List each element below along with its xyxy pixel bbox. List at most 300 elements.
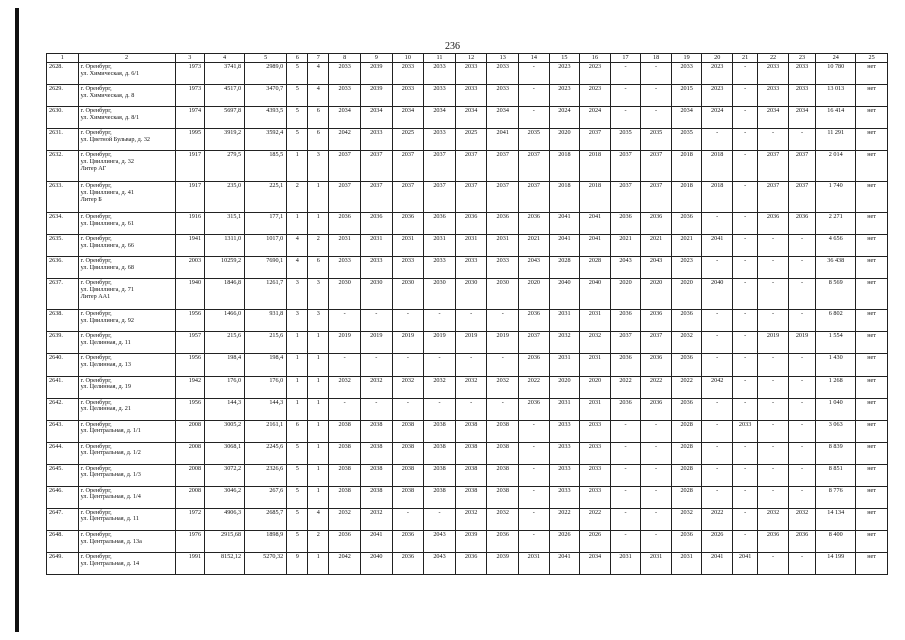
address-cell: г. Оренбург, ул. Цвиллинга, д. 66 xyxy=(78,235,175,257)
value-cell: 2019 xyxy=(392,332,424,354)
value-cell: 2032 xyxy=(671,332,702,354)
value-cell: 215,6 xyxy=(245,332,287,354)
value-cell: 1917 xyxy=(175,182,205,213)
value-cell: 1976 xyxy=(175,530,205,552)
column-number: 22 xyxy=(758,54,789,63)
value-cell: 2036 xyxy=(392,552,424,574)
value-cell: 2039 xyxy=(360,85,392,107)
value-cell: 2019 xyxy=(487,332,519,354)
value-cell: 2 014 xyxy=(816,151,856,182)
value-cell: нет xyxy=(856,107,888,129)
value-cell: 2037 xyxy=(519,182,550,213)
value-cell: 1 xyxy=(308,182,329,213)
table-row xyxy=(47,552,888,574)
value-cell: 2033 xyxy=(392,85,424,107)
value-cell: 2245,6 xyxy=(245,442,287,464)
value-cell: - xyxy=(610,530,641,552)
table-row xyxy=(47,442,888,464)
value-cell: 2037 xyxy=(360,182,392,213)
value-cell: 1 268 xyxy=(816,376,856,398)
address-cell: г. Оренбург, ул. Центральная, д. 1/4 xyxy=(78,486,175,508)
table-row xyxy=(47,151,888,182)
value-cell: 2042 xyxy=(329,129,361,151)
value-cell: 1974 xyxy=(175,107,205,129)
value-cell: 2038 xyxy=(360,464,392,486)
table-row xyxy=(47,464,888,486)
value-cell: 2030 xyxy=(455,279,487,310)
value-cell: нет xyxy=(856,420,888,442)
value-cell: - xyxy=(424,508,456,530)
value-cell: 2019 xyxy=(758,332,789,354)
table-row xyxy=(47,508,888,530)
value-cell: - xyxy=(758,486,789,508)
value-cell: 2037 xyxy=(580,129,611,151)
value-cell: 2036 xyxy=(519,398,550,420)
value-cell: 2033 xyxy=(549,442,580,464)
value-cell: 2041 xyxy=(702,235,733,257)
value-cell: 2032 xyxy=(487,508,519,530)
value-cell: 2023 xyxy=(702,85,733,107)
value-cell: 2030 xyxy=(360,279,392,310)
value-cell: 2033 xyxy=(580,486,611,508)
value-cell: 2033 xyxy=(455,85,487,107)
value-cell: 13 013 xyxy=(816,85,856,107)
column-number: 23 xyxy=(788,54,815,63)
row-number: 2647. xyxy=(47,508,79,530)
column-number: 4 xyxy=(205,54,245,63)
value-cell: 1 xyxy=(308,354,329,376)
value-cell: - xyxy=(732,442,757,464)
value-cell: - xyxy=(360,398,392,420)
value-cell: 2031 xyxy=(360,235,392,257)
value-cell: 2042 xyxy=(329,552,361,574)
value-cell: - xyxy=(519,107,550,129)
value-cell: 2028 xyxy=(671,486,702,508)
value-cell: 267,6 xyxy=(245,486,287,508)
value-cell: - xyxy=(788,354,815,376)
value-cell: 5 xyxy=(287,107,308,129)
value-cell: 1 xyxy=(287,376,308,398)
value-cell: - xyxy=(788,235,815,257)
value-cell: 6 xyxy=(308,257,329,279)
value-cell: 2041 xyxy=(549,235,580,257)
table-row xyxy=(47,398,888,420)
value-cell: 2036 xyxy=(788,213,815,235)
value-cell: - xyxy=(788,310,815,332)
value-cell: 2021 xyxy=(641,235,672,257)
value-cell: 14 134 xyxy=(816,508,856,530)
value-cell: 2023 xyxy=(702,63,733,85)
value-cell: 7690,1 xyxy=(245,257,287,279)
value-cell: 1 040 xyxy=(816,398,856,420)
row-number: 2642. xyxy=(47,398,79,420)
value-cell: 2039 xyxy=(360,63,392,85)
value-cell: 2028 xyxy=(671,464,702,486)
value-cell: 2036 xyxy=(519,213,550,235)
value-cell: 2036 xyxy=(610,398,641,420)
row-number: 2648. xyxy=(47,530,79,552)
value-cell: 8 569 xyxy=(816,279,856,310)
value-cell: 3 xyxy=(308,151,329,182)
row-number: 2645. xyxy=(47,464,79,486)
table-row xyxy=(47,213,888,235)
value-cell: 931,8 xyxy=(245,310,287,332)
value-cell: - xyxy=(788,420,815,442)
value-cell: 2018 xyxy=(702,182,733,213)
value-cell: 3068,1 xyxy=(205,442,245,464)
value-cell: 2034 xyxy=(455,107,487,129)
value-cell: 2043 xyxy=(424,552,456,574)
value-cell: 2 xyxy=(308,530,329,552)
value-cell: - xyxy=(519,442,550,464)
value-cell: 2038 xyxy=(392,486,424,508)
value-cell: 2024 xyxy=(702,107,733,129)
value-cell: - xyxy=(392,354,424,376)
value-cell: - xyxy=(732,129,757,151)
value-cell: 2020 xyxy=(671,279,702,310)
value-cell: 2034 xyxy=(580,552,611,574)
value-cell: 2034 xyxy=(329,107,361,129)
register-table xyxy=(46,53,888,575)
row-number: 2637. xyxy=(47,279,79,310)
value-cell: 1 xyxy=(287,398,308,420)
value-cell: - xyxy=(424,398,456,420)
value-cell: 2036 xyxy=(610,310,641,332)
value-cell: - xyxy=(455,354,487,376)
row-number: 2649. xyxy=(47,552,79,574)
value-cell: 5 xyxy=(287,129,308,151)
value-cell: 2036 xyxy=(455,552,487,574)
value-cell: - xyxy=(732,235,757,257)
row-number: 2638. xyxy=(47,310,79,332)
value-cell: 5 xyxy=(287,85,308,107)
value-cell: 2038 xyxy=(455,464,487,486)
value-cell: 2032 xyxy=(392,376,424,398)
value-cell: 2031 xyxy=(671,552,702,574)
value-cell: - xyxy=(788,129,815,151)
value-cell: 2022 xyxy=(671,376,702,398)
value-cell: 2018 xyxy=(549,182,580,213)
value-cell: 2031 xyxy=(392,235,424,257)
value-cell: 2018 xyxy=(671,182,702,213)
binding-edge xyxy=(15,8,19,632)
value-cell: 5 xyxy=(287,486,308,508)
address-cell: г. Оренбург, ул. Центральная, д. 14 xyxy=(78,552,175,574)
value-cell: 2038 xyxy=(455,442,487,464)
value-cell: 2037 xyxy=(424,182,456,213)
value-cell: - xyxy=(702,486,733,508)
value-cell: 2031 xyxy=(329,235,361,257)
value-cell: - xyxy=(732,85,757,107)
row-number: 2640. xyxy=(47,354,79,376)
value-cell: 2038 xyxy=(360,442,392,464)
value-cell: - xyxy=(455,398,487,420)
value-cell: 8152,12 xyxy=(205,552,245,574)
value-cell: 2032 xyxy=(487,376,519,398)
value-cell: 8 851 xyxy=(816,464,856,486)
value-cell: - xyxy=(732,376,757,398)
column-number: 14 xyxy=(519,54,550,63)
address-cell: г. Оренбург, ул. Цвиллинга, д. 61 xyxy=(78,213,175,235)
value-cell: 2033 xyxy=(549,486,580,508)
value-cell: - xyxy=(758,398,789,420)
value-cell: 2032 xyxy=(580,332,611,354)
value-cell: 2037 xyxy=(788,151,815,182)
table-row xyxy=(47,530,888,552)
value-cell: 2032 xyxy=(329,508,361,530)
table-row xyxy=(47,279,888,310)
value-cell: 2038 xyxy=(455,486,487,508)
value-cell: 2031 xyxy=(580,310,611,332)
value-cell: 2023 xyxy=(671,257,702,279)
value-cell: 2034 xyxy=(487,107,519,129)
value-cell: 2028 xyxy=(549,257,580,279)
value-cell: 2041 xyxy=(360,530,392,552)
value-cell: - xyxy=(519,85,550,107)
value-cell: 2028 xyxy=(671,442,702,464)
value-cell: 2037 xyxy=(641,182,672,213)
value-cell: - xyxy=(732,182,757,213)
value-cell: - xyxy=(758,354,789,376)
value-cell: - xyxy=(758,420,789,442)
column-number: 19 xyxy=(671,54,702,63)
value-cell: 1940 xyxy=(175,279,205,310)
value-cell: 2989,0 xyxy=(245,63,287,85)
value-cell: 2035 xyxy=(671,129,702,151)
value-cell: 2015 xyxy=(671,85,702,107)
value-cell: - xyxy=(788,464,815,486)
value-cell: 1956 xyxy=(175,310,205,332)
value-cell: - xyxy=(641,107,672,129)
value-cell: 2033 xyxy=(329,257,361,279)
value-cell: 2041 xyxy=(580,213,611,235)
value-cell: 2033 xyxy=(758,63,789,85)
value-cell: 6 xyxy=(308,107,329,129)
value-cell: - xyxy=(641,420,672,442)
value-cell: 2036 xyxy=(641,310,672,332)
value-cell: 1 xyxy=(308,464,329,486)
column-number: 25 xyxy=(856,54,888,63)
address-cell: г. Оренбург, ул. Целинная, д. 11 xyxy=(78,332,175,354)
value-cell: 2031 xyxy=(549,310,580,332)
value-cell: - xyxy=(424,310,456,332)
value-cell: - xyxy=(758,129,789,151)
value-cell: нет xyxy=(856,552,888,574)
value-cell: - xyxy=(610,420,641,442)
value-cell: 2035 xyxy=(519,129,550,151)
value-cell: 2038 xyxy=(329,442,361,464)
value-cell: 2038 xyxy=(329,486,361,508)
value-cell: 2033 xyxy=(758,85,789,107)
value-cell: 2036 xyxy=(455,213,487,235)
address-cell: г. Оренбург, ул. Цвиллинга, д. 41 Литер Б xyxy=(78,182,175,213)
row-number: 2643. xyxy=(47,420,79,442)
value-cell: 2038 xyxy=(455,420,487,442)
value-cell: 2036 xyxy=(671,213,702,235)
value-cell: 2040 xyxy=(360,552,392,574)
value-cell: 2037 xyxy=(329,151,361,182)
value-cell: 2038 xyxy=(424,486,456,508)
value-cell: нет xyxy=(856,464,888,486)
value-cell: 2031 xyxy=(549,354,580,376)
value-cell: 2036 xyxy=(641,354,672,376)
value-cell: 2041 xyxy=(580,235,611,257)
value-cell: 5 xyxy=(287,63,308,85)
value-cell: 2036 xyxy=(758,213,789,235)
address-cell: г. Оренбург, ул. Целинная, д. 19 xyxy=(78,376,175,398)
row-number: 2641. xyxy=(47,376,79,398)
column-number-header xyxy=(47,54,888,63)
value-cell: нет xyxy=(856,332,888,354)
value-cell: 2038 xyxy=(487,442,519,464)
address-cell: г. Оренбург, ул. Цвиллинга, д. 68 xyxy=(78,257,175,279)
value-cell: 2043 xyxy=(424,530,456,552)
column-number: 9 xyxy=(360,54,392,63)
value-cell: 2023 xyxy=(580,85,611,107)
value-cell: 2031 xyxy=(580,354,611,376)
column-number: 5 xyxy=(245,54,287,63)
value-cell: 176,0 xyxy=(205,376,245,398)
column-number: 21 xyxy=(732,54,757,63)
value-cell: 2037 xyxy=(392,151,424,182)
value-cell: 185,5 xyxy=(245,151,287,182)
column-number: 1 xyxy=(47,54,79,63)
value-cell: 2 271 xyxy=(816,213,856,235)
value-cell: 1 xyxy=(308,486,329,508)
value-cell: 2023 xyxy=(580,63,611,85)
value-cell: 2021 xyxy=(671,235,702,257)
value-cell: 2037 xyxy=(519,332,550,354)
value-cell: 2025 xyxy=(455,129,487,151)
value-cell: 2018 xyxy=(580,182,611,213)
column-number: 8 xyxy=(329,54,361,63)
value-cell: 2038 xyxy=(487,486,519,508)
value-cell: - xyxy=(392,310,424,332)
value-cell: 2030 xyxy=(487,279,519,310)
value-cell: 2018 xyxy=(671,151,702,182)
value-cell: 2033 xyxy=(487,85,519,107)
value-cell: 2040 xyxy=(702,279,733,310)
value-cell: 2036 xyxy=(671,354,702,376)
value-cell: 2032 xyxy=(360,508,392,530)
value-cell: 1846,8 xyxy=(205,279,245,310)
column-number: 20 xyxy=(702,54,733,63)
value-cell: 177,1 xyxy=(245,213,287,235)
value-cell: 5 xyxy=(287,464,308,486)
value-cell: 2030 xyxy=(329,279,361,310)
value-cell: 3 xyxy=(308,279,329,310)
value-cell: - xyxy=(424,354,456,376)
address-cell: г. Оренбург, ул. Химическая, д. 8 xyxy=(78,85,175,107)
column-number: 10 xyxy=(392,54,424,63)
value-cell: 2036 xyxy=(392,530,424,552)
value-cell: 1 xyxy=(308,332,329,354)
table-row xyxy=(47,129,888,151)
value-cell: 1991 xyxy=(175,552,205,574)
value-cell: 2036 xyxy=(329,530,361,552)
table-row xyxy=(47,376,888,398)
row-number: 2635. xyxy=(47,235,79,257)
row-number: 2646. xyxy=(47,486,79,508)
value-cell: 10259,2 xyxy=(205,257,245,279)
value-cell: - xyxy=(732,107,757,129)
address-cell: г. Оренбург, ул. Целинная, д. 13 xyxy=(78,354,175,376)
value-cell: 315,1 xyxy=(205,213,245,235)
value-cell: - xyxy=(360,310,392,332)
value-cell: 2033 xyxy=(580,420,611,442)
column-number: 13 xyxy=(487,54,519,63)
value-cell: 144,3 xyxy=(205,398,245,420)
value-cell: 2033 xyxy=(424,63,456,85)
value-cell: нет xyxy=(856,310,888,332)
value-cell: 2036 xyxy=(392,213,424,235)
value-cell: нет xyxy=(856,354,888,376)
value-cell: 2022 xyxy=(641,376,672,398)
value-cell: - xyxy=(702,398,733,420)
value-cell: нет xyxy=(856,213,888,235)
value-cell: 2008 xyxy=(175,486,205,508)
value-cell: - xyxy=(758,310,789,332)
value-cell: 2020 xyxy=(641,279,672,310)
address-cell: г. Оренбург, ул. Центральная, д. 11 xyxy=(78,508,175,530)
value-cell: 2034 xyxy=(392,107,424,129)
value-cell: 2 xyxy=(287,182,308,213)
value-cell: 8 776 xyxy=(816,486,856,508)
address-cell: г. Оренбург, ул. Химическая, д. 8/1 xyxy=(78,107,175,129)
value-cell: 279,5 xyxy=(205,151,245,182)
value-cell: 2036 xyxy=(671,398,702,420)
value-cell: 2036 xyxy=(641,398,672,420)
value-cell: 2326,6 xyxy=(245,464,287,486)
value-cell: 2039 xyxy=(455,530,487,552)
value-cell: 6 xyxy=(308,129,329,151)
value-cell: нет xyxy=(856,257,888,279)
value-cell: - xyxy=(487,310,519,332)
column-number: 24 xyxy=(816,54,856,63)
value-cell: 1973 xyxy=(175,63,205,85)
value-cell: 2034 xyxy=(788,107,815,129)
value-cell: 6 xyxy=(287,420,308,442)
value-cell: нет xyxy=(856,235,888,257)
value-cell: 1 xyxy=(287,332,308,354)
value-cell: 5 xyxy=(287,508,308,530)
value-cell: 1942 xyxy=(175,376,205,398)
value-cell: нет xyxy=(856,182,888,213)
value-cell: 2036 xyxy=(671,310,702,332)
value-cell: 2 xyxy=(308,235,329,257)
value-cell: 2037 xyxy=(455,182,487,213)
value-cell: 5270,32 xyxy=(245,552,287,574)
value-cell: 3919,2 xyxy=(205,129,245,151)
value-cell: - xyxy=(732,398,757,420)
address-cell: г. Оренбург, ул. Цвиллинга, д. 92 xyxy=(78,310,175,332)
row-number: 2631. xyxy=(47,129,79,151)
value-cell: 2019 xyxy=(329,332,361,354)
value-cell: - xyxy=(519,464,550,486)
value-cell: 2019 xyxy=(788,332,815,354)
value-cell: 2033 xyxy=(360,129,392,151)
value-cell: 2033 xyxy=(455,257,487,279)
value-cell: - xyxy=(702,442,733,464)
value-cell: 1898,9 xyxy=(245,530,287,552)
value-cell: 4 xyxy=(308,508,329,530)
value-cell: 2031 xyxy=(424,235,456,257)
value-cell: 1 740 xyxy=(816,182,856,213)
value-cell: 1956 xyxy=(175,354,205,376)
value-cell: 2038 xyxy=(487,420,519,442)
value-cell: 2020 xyxy=(610,279,641,310)
value-cell: 4 xyxy=(308,85,329,107)
